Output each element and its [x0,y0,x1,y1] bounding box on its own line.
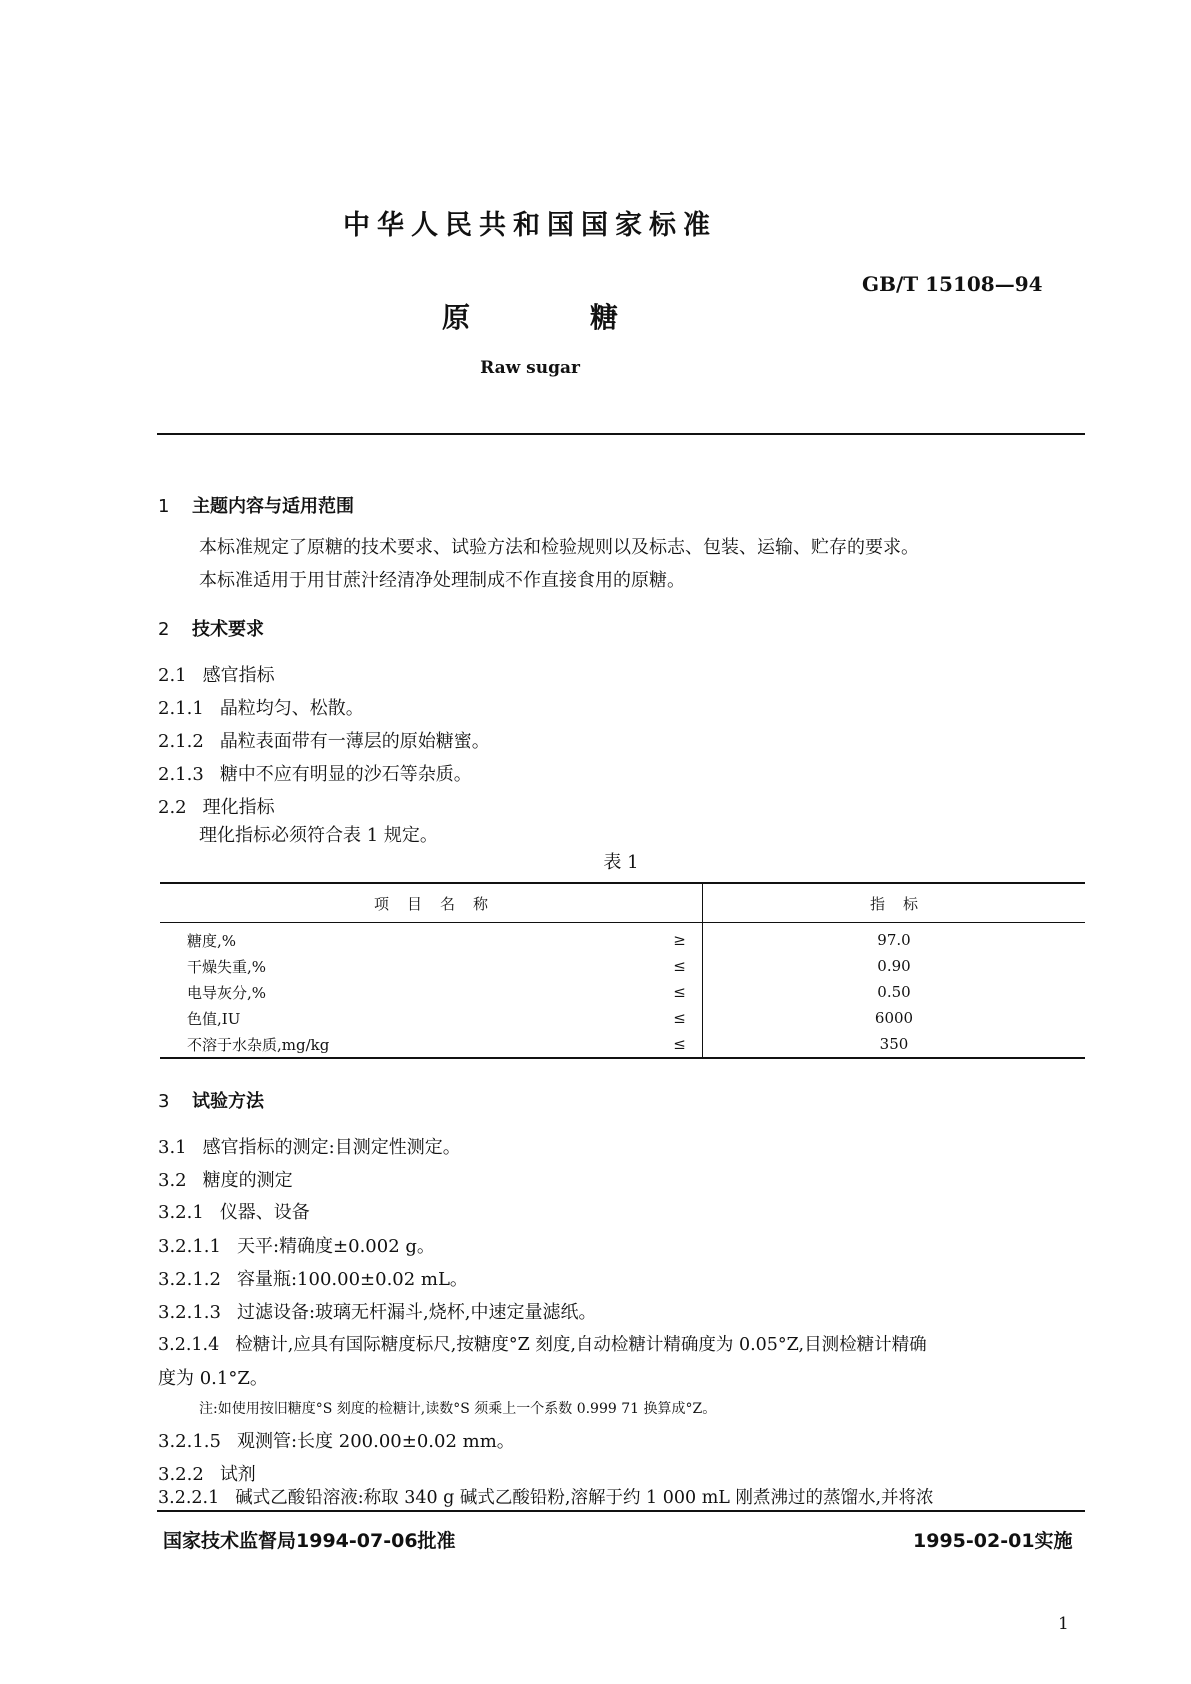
header-divider [157,433,1085,435]
clause-2-1-1: 2.1.1 晶粒均匀、松散。 [158,698,364,719]
table-row [160,1005,1085,1031]
section-number: 2 [158,619,170,640]
table-header-row [160,883,1085,923]
clause-3-2-1-1: 3.2.1.1 天平:精确度±0.002 g。 [158,1236,435,1257]
table-row [160,953,1085,979]
section-2-heading [158,615,264,641]
footer-divider [157,1510,1085,1512]
standard-code: GB/T 15108—94 [862,272,1043,296]
table-header-indicator: 指标 [703,883,1086,923]
clause-3-2: 3.2 糖度的测定 [158,1170,293,1191]
row-operator: ≥ [673,931,686,949]
effective-date-line: 1995-02-01实施 [913,1530,1073,1552]
section-3-heading [158,1087,264,1113]
section-1-paragraph-2: 本标准适用于用甘蔗汁经清净处理制成不作直接食用的原糖。 [199,570,685,591]
row-value: 97.0 [703,923,1086,954]
clause-3-2-1: 3.2.1 仪器、设备 [158,1202,310,1223]
section-title: 主题内容与适用范围 [192,496,354,517]
clause-2-2-paragraph: 理化指标必须符合表 1 规定。 [199,825,438,846]
clause-2-1: 2.1 感官指标 [158,665,275,686]
row-operator: ≤ [673,1009,686,1027]
national-title: 中华人民共和国国家标准 [343,210,717,241]
row-operator: ≤ [657,1031,703,1058]
clause-3-2-1-4-continuation: 度为 0.1°Z。 [158,1368,268,1389]
standard-title-english: Raw sugar [480,358,580,378]
row-value: 0.50 [703,979,1086,1005]
section-1-paragraph-1: 本标准规定了原糖的技术要求、试验方法和检验规则以及标志、包装、运输、贮存的要求。 [199,537,919,558]
row-item-name: 糖度,% [187,931,237,950]
table-row [160,923,1085,954]
row-value: 350 [703,1031,1086,1058]
clause-2-1-3: 2.1.3 糖中不应有明显的沙石等杂质。 [158,764,472,785]
table-header-item-name: 项目名称 [160,883,703,923]
clause-3-1: 3.1 感官指标的测定:目测定性测定。 [158,1137,461,1158]
clause-3-2-1-2: 3.2.1.2 容量瓶:100.00±0.02 mL。 [158,1269,468,1290]
row-operator: ≤ [673,957,686,975]
section-number: 1 [158,496,170,517]
spec-table [160,882,1085,1059]
approval-line: 国家技术监督局1994-07-06批准 [163,1530,456,1552]
row-item-name: 色值,IU [187,1009,241,1028]
section-1-heading [158,492,354,518]
clause-3-2-2-1: 3.2.2.1 碱式乙酸铅溶液:称取 340 g 碱式乙酸铅粉,溶解于约 1 000 mL 刚煮沸过的蒸馏水,并将浓 [158,1488,934,1508]
section-number: 3 [158,1091,170,1112]
row-item-name: 干燥失重,% [187,957,267,976]
row-value: 6000 [703,1005,1086,1031]
clause-2-1-2: 2.1.2 晶粒表面带有一薄层的原始糖蜜。 [158,731,490,752]
clause-3-2-1-4: 3.2.1.4 检糖计,应具有国际糖度标尺,按糖度°Z 刻度,自动检糖计精确度为 0.05°Z,目测检糖计精确 [158,1335,927,1355]
table-row [160,1031,1085,1058]
row-item-name: 电导灰分,% [187,983,267,1002]
clause-3-2-2: 3.2.2 试剂 [158,1464,256,1485]
row-value: 0.90 [703,953,1086,979]
clause-3-2-1-5: 3.2.1.5 观测管:长度 200.00±0.02 mm。 [158,1431,515,1452]
page-number: 1 [1058,1614,1069,1634]
clause-3-2-1-3: 3.2.1.3 过滤设备:玻璃无杆漏斗,烧杯,中速定量滤纸。 [158,1302,597,1323]
section-title: 技术要求 [192,619,264,640]
clause-2-2: 2.2 理化指标 [158,797,275,818]
row-item-name: 不溶于水杂质,mg/kg [160,1031,657,1058]
table-caption: 表 1 [603,852,639,873]
table-row [160,979,1085,1005]
standard-title: 原糖 [441,301,738,334]
section-title: 试验方法 [192,1091,264,1112]
note: 注:如使用按旧糖度°S 刻度的检糖计,读数°S 须乘上一个系数 0.999 71 换算成°Z。 [199,1401,717,1417]
row-operator: ≤ [673,983,686,1001]
